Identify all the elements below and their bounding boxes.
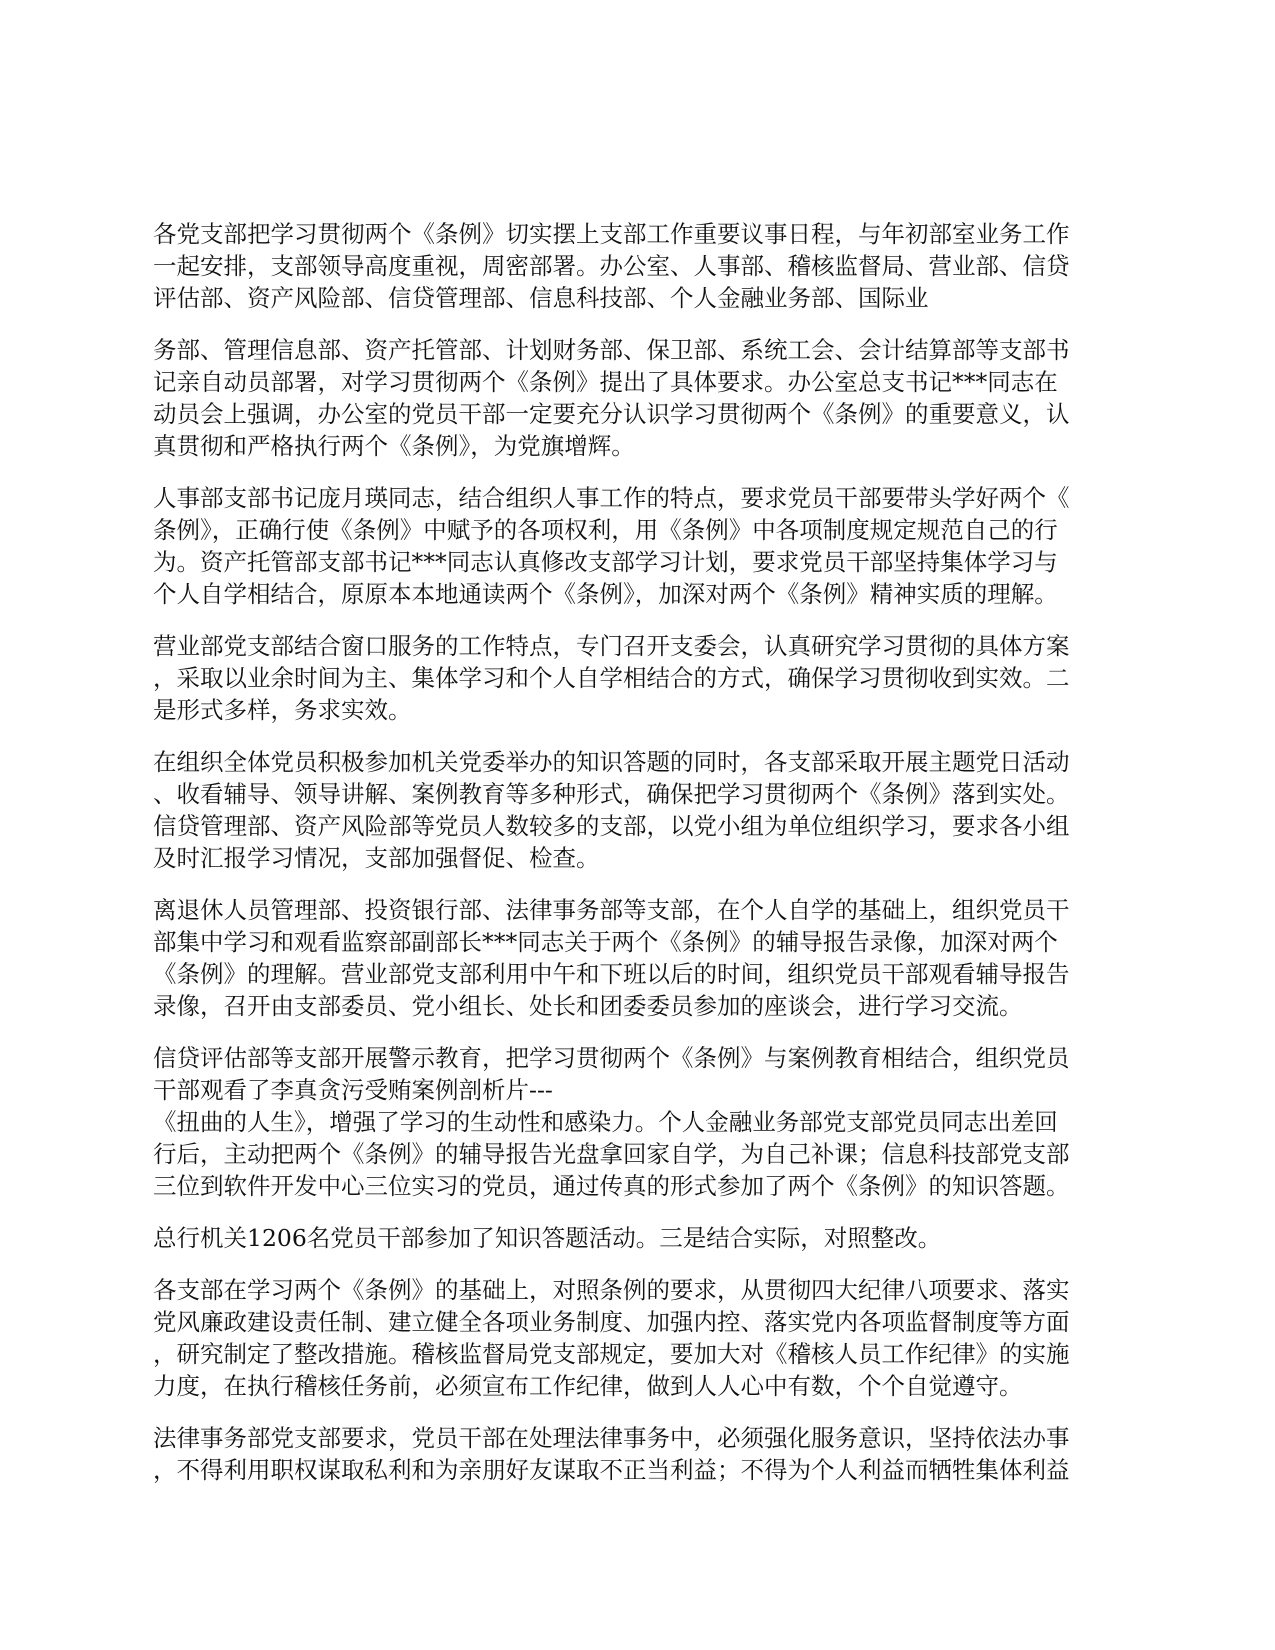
- text-line: 务部、管理信息部、资产托管部、计划财务部、保卫部、系统工会、会计结算部等支部书: [153, 336, 1070, 364]
- text-line: ，不得利用职权谋取私利和为亲朋好友谋取不正当利益；不得为个人利益而牺牲集体利益: [153, 1456, 1070, 1484]
- text-line: 评估部、资产风险部、信贷管理部、信息科技部、个人金融业务部、国际业: [153, 284, 929, 312]
- text-line: 营业部党支部结合窗口服务的工作特点，专门召开支委会，认真研究学习贯彻的具体方案: [153, 632, 1070, 660]
- text-line: 及时汇报学习情况，支部加强督促、检查。: [153, 844, 600, 872]
- paragraph: [153, 894, 1128, 1022]
- text-line: 总行机关1206名党员干部参加了知识答题活动。三是结合实际，对照整改。: [153, 1224, 942, 1252]
- document-body: [153, 218, 1128, 1506]
- text-line: 动员会上强调，办公室的党员干部一定要充分认识学习贯彻两个《条例》的重要意义，认: [153, 400, 1070, 428]
- text-line: 个人自学相结合，原原本本地通读两个《条例》，加深对两个《条例》精神实质的理解。: [153, 580, 1058, 608]
- paragraph: [153, 334, 1128, 462]
- text-line: 信贷管理部、资产风险部等党员人数较多的支部，以党小组为单位组织学习，要求各小组: [153, 812, 1070, 840]
- text-line: 在组织全体党员积极参加机关党委举办的知识答题的同时，各支部采取开展主题党日活动: [153, 748, 1070, 776]
- text-line: 部集中学习和观看监察部副部长***同志关于两个《条例》的辅导报告录像，加深对两个: [153, 928, 1058, 956]
- text-line: 离退休人员管理部、投资银行部、法律事务部等支部，在个人自学的基础上，组织党员干: [153, 896, 1070, 924]
- paragraph: [153, 482, 1128, 610]
- text-line: 三位到软件开发中心三位实习的党员，通过传真的形式参加了两个《条例》的知识答题。: [153, 1172, 1070, 1200]
- paragraph: [153, 218, 1128, 314]
- text-line: 录像，召开由支部委员、党小组长、处长和团委委员参加的座谈会，进行学习交流。: [153, 992, 1023, 1020]
- text-line: 法律事务部党支部要求，党员干部在处理法律事务中，必须强化服务意识，坚持依法办事: [153, 1424, 1070, 1452]
- text-line: 各支部在学习两个《条例》的基础上，对照条例的要求，从贯彻四大纪律八项要求、落实: [153, 1276, 1070, 1304]
- text-line: 是形式多样，务求实效。: [153, 696, 412, 724]
- text-line: 《扭曲的人生》，增强了学习的生动性和感染力。个人金融业务部党支部党员同志出差回: [153, 1108, 1058, 1136]
- text-line: 各党支部把学习贯彻两个《条例》切实摆上支部工作重要议事日程，与年初部室业务工作: [153, 220, 1070, 248]
- text-line: 、收看辅导、领导讲解、案例教育等多种形式，确保把学习贯彻两个《条例》落到实处。: [153, 780, 1070, 808]
- text-line: 一起安排，支部领导高度重视，周密部署。办公室、人事部、稽核监督局、营业部、信贷: [153, 252, 1070, 280]
- paragraph: [153, 1274, 1128, 1402]
- paragraph: [153, 746, 1128, 874]
- text-line: 党风廉政建设责任制、建立健全各项业务制度、加强内控、落实党内各项监督制度等方面: [153, 1308, 1070, 1336]
- text-line: 真贯彻和严格执行两个《条例》，为党旗增辉。: [153, 432, 635, 460]
- text-line: 干部观看了李真贪污受贿案例剖析片---: [153, 1076, 553, 1104]
- paragraph: [153, 1422, 1128, 1486]
- paragraph: [153, 630, 1128, 726]
- text-line: 力度，在执行稽核任务前，必须宣布工作纪律，做到人人心中有数，个个自觉遵守。: [153, 1372, 1023, 1400]
- text-line: ，研究制定了整改措施。稽核监督局党支部规定，要加大对《稽核人员工作纪律》的实施: [153, 1340, 1070, 1368]
- text-line: 条例》，正确行使《条例》中赋予的各项权利，用《条例》中各项制度规定规范自己的行: [153, 516, 1058, 544]
- text-line: 记亲自动员部署，对学习贯彻两个《条例》提出了具体要求。办公室总支书记***同志在: [153, 368, 1058, 396]
- text-line: 信贷评估部等支部开展警示教育，把学习贯彻两个《条例》与案例教育相结合，组织党员: [153, 1044, 1070, 1072]
- text-line: ，采取以业余时间为主、集体学习和个人自学相结合的方式，确保学习贯彻收到实效。二: [153, 664, 1070, 692]
- paragraph: [153, 1222, 1128, 1254]
- text-line: 为。资产托管部支部书记***同志认真修改支部学习计划，要求党员干部坚持集体学习与: [153, 548, 1058, 576]
- text-line: 行后，主动把两个《条例》的辅导报告光盘拿回家自学，为自己补课；信息科技部党支部: [153, 1140, 1070, 1168]
- text-line: 人事部支部书记庞月瑛同志，结合组织人事工作的特点，要求党员干部要带头学好两个《: [153, 484, 1070, 512]
- text-line: 《条例》的理解。营业部党支部利用中午和下班以后的时间，组织党员干部观看辅导报告: [153, 960, 1070, 988]
- paragraph: [153, 1042, 1128, 1202]
